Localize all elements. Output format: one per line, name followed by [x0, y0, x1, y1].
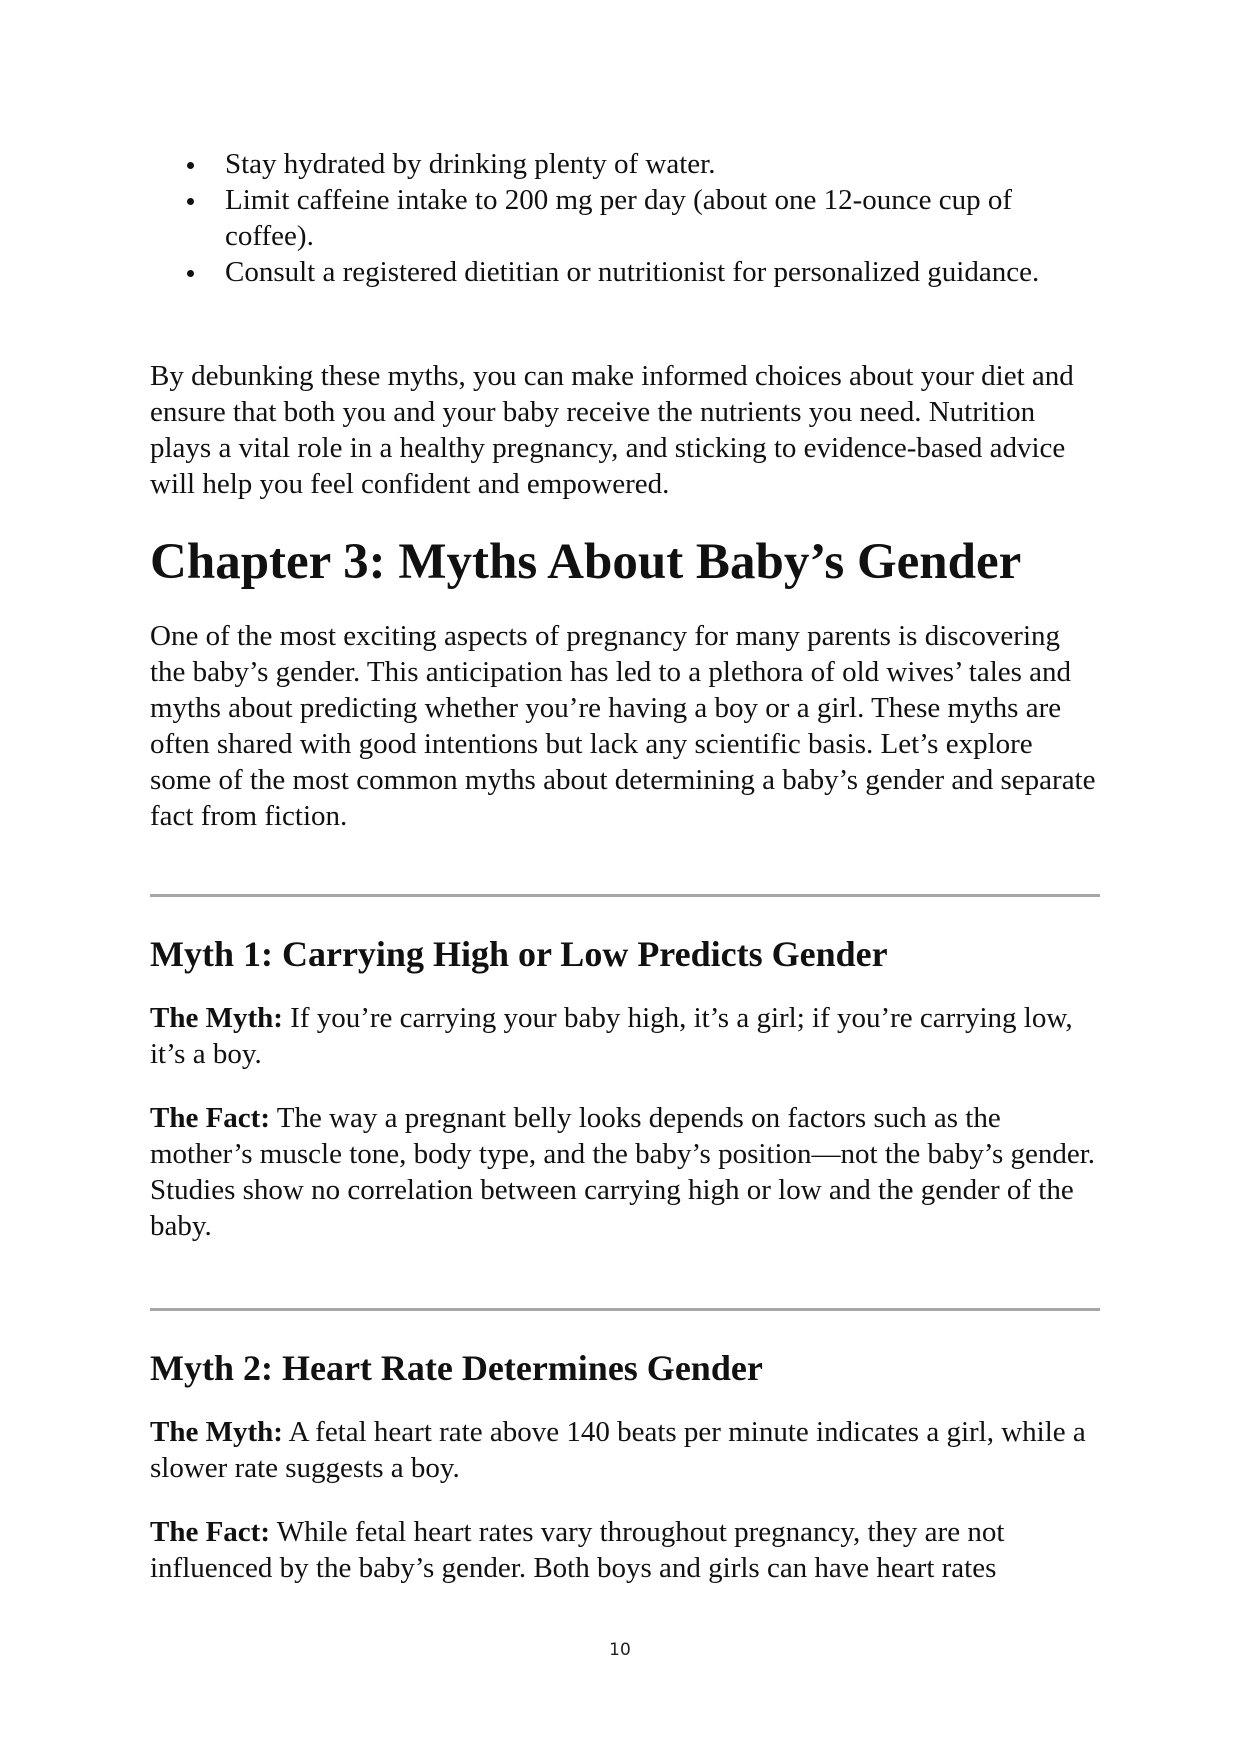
fact-label: The Fact: [150, 1516, 270, 1548]
bullet-icon [187, 270, 194, 277]
list-item-text: Consult a registered dietitian or nutritionist for personalized guidance. [225, 256, 1040, 288]
fact-text: While fetal heart rates vary throughout pregnancy, they are not influenced by the baby’s gender. Both boys and girls can have heart rates [150, 1516, 1005, 1584]
myth-statement [150, 1414, 1100, 1486]
list-item-text: Stay hydrated by drinking plenty of water. [225, 148, 716, 180]
myth-text: A fetal heart rate above 140 beats per minute indicates a girl, while a slower rate suggests a boy. [150, 1416, 1086, 1484]
bullet-icon [187, 162, 194, 169]
bullet-list [150, 146, 1100, 290]
myth-heading: Myth 2: Heart Rate Determines Gender [150, 1348, 763, 1388]
chapter-heading-block [150, 532, 1100, 592]
fact-text: The way a pregnant belly looks depends on factors such as the mother’s muscle tone, body type, and the baby’s position—not the baby’s gender. Studies show no correlation between carrying high or low and the gender of the baby. [150, 1102, 1096, 1242]
list-item [150, 254, 1100, 290]
fact-label: The Fact: [150, 1102, 270, 1134]
myth-label: The Myth: [150, 1002, 283, 1034]
myth-2-section [150, 1346, 1100, 1586]
section-divider [150, 1308, 1100, 1311]
list-item-text: Limit caffeine intake to 200 mg per day (about one 12-ounce cup of coffee). [225, 184, 1013, 252]
chapter-title: Chapter 3: Myths About Baby’s Gender [150, 534, 1022, 590]
page-number: 10 [609, 1640, 631, 1660]
myth-statement [150, 1000, 1100, 1072]
fact-statement [150, 1100, 1100, 1244]
list-item [150, 146, 1100, 182]
myth-heading: Myth 1: Carrying High or Low Predicts Gender [150, 934, 888, 974]
chapter-intro: One of the most exciting aspects of pregnancy for many parents is discovering the baby’s gender. This anticipation has led to a plethora of old wives’ tales and myths about predicting whether you’re having a boy or a girl. These myths are often shared with good intentions but lack any scientific basis. Let’s explore some of the most common myths about determining a baby’s gender and separate fact from fiction. [150, 620, 1096, 832]
myth-1-section [150, 932, 1100, 1244]
bullet-icon [187, 198, 194, 205]
myth-label: The Myth: [150, 1416, 283, 1448]
section-divider [150, 894, 1100, 897]
closing-paragraph: By debunking these myths, you can make informed choices about your diet and ensure that both you and your baby receive the nutrients you need. Nutrition plays a vital role in a healthy pregnancy, and sticking to evidence-based advice will help you feel confident and empowered. [150, 360, 1074, 500]
closing-paragraph-block [150, 358, 1100, 502]
chapter-intro-block [150, 618, 1100, 834]
myth-text: If you’re carrying your baby high, it’s a girl; if you’re carrying low, it’s a boy. [150, 1002, 1073, 1070]
list-item [150, 182, 1100, 254]
fact-statement [150, 1514, 1100, 1586]
